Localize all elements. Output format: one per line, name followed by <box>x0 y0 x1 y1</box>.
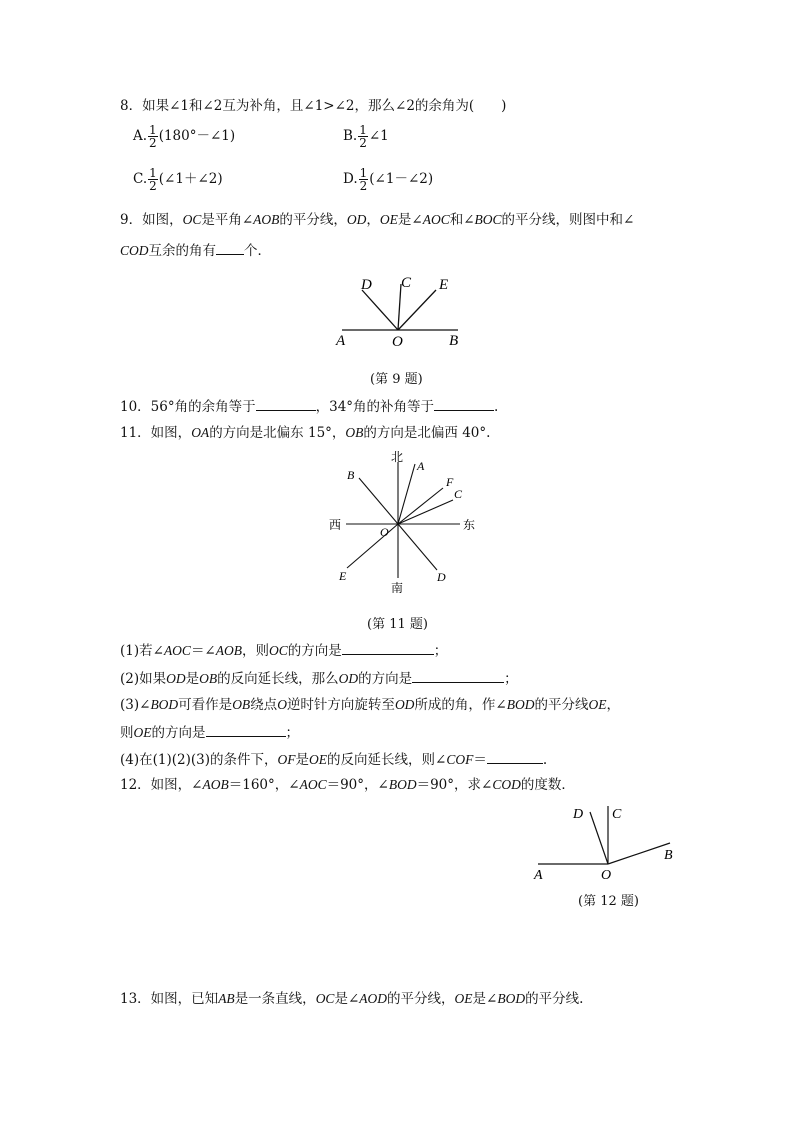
answer-blank[interactable] <box>434 396 494 411</box>
option-letter: C. <box>133 171 148 187</box>
option-expr: (∠1－∠2) <box>369 171 434 187</box>
q11-caption: (第 11 题) <box>367 617 428 632</box>
q12-figure <box>528 798 688 888</box>
option-expr: (∠1＋∠2) <box>158 171 223 187</box>
label-a: A <box>534 868 543 883</box>
q9-figure <box>330 272 470 352</box>
label-c: C <box>454 487 463 501</box>
fraction: $\frac{1}{2}$ <box>149 123 157 150</box>
label-b: B <box>347 468 355 482</box>
label-d: D <box>361 277 372 293</box>
q11-part1: (1)若∠AOC＝∠AOB，则OC的方向是 ； <box>120 640 447 660</box>
answer-blank[interactable] <box>412 668 504 683</box>
option-expr: (180°－∠1) <box>158 128 236 144</box>
q11-part4: (4)在(1)(2)(3)的条件下，OF是OE的反向延长线，则∠COF＝ . <box>120 749 547 769</box>
fraction: $\frac{1}{2}$ <box>149 166 157 193</box>
q11-part2: (2)如果OD是OB的反向延长线，那么OD的方向是 ； <box>120 668 518 688</box>
q12-caption: (第 12 题) <box>578 894 639 909</box>
answer-blank[interactable] <box>342 640 434 655</box>
answer-blank[interactable] <box>487 749 543 764</box>
label-e: E <box>339 569 347 583</box>
label-b: B <box>664 848 673 863</box>
label-o: O <box>392 334 403 350</box>
label-e: E <box>439 277 449 293</box>
q12-stem: 12．如图，∠AOB＝160°，∠AOC＝90°，∠BOD＝90°，求∠COD的度数． <box>120 777 575 793</box>
q11-part3-line1: (3)∠BOD可看作是OB绕点O逆时针方向旋转至OD所成的角，作∠BOD的平分线OE， <box>120 697 620 713</box>
q9-stem-line2: COD互余的角有 个． <box>120 240 271 260</box>
q8-option-b[interactable] <box>343 124 389 149</box>
q11-part3-line2: 则OE的方向是 ； <box>120 722 299 742</box>
option-letter: B. <box>343 128 358 144</box>
fraction: $\frac{1}{2}$ <box>359 166 368 193</box>
label-south: 南 <box>391 581 404 595</box>
answer-blank[interactable] <box>216 240 244 255</box>
answer-blank[interactable] <box>256 396 316 411</box>
label-d: D <box>437 570 446 584</box>
label-c: C <box>612 807 622 822</box>
label-o: O <box>380 525 389 539</box>
q13-stem: 13．如图，已知AB是一条直线，OC是∠AOD的平分线，OE是∠BOD的平分线. <box>120 991 584 1007</box>
q10-stem: 10．56°角的余角等于 ，34°角的补角等于 . <box>120 396 498 416</box>
option-letter: D. <box>343 171 358 187</box>
q8-option-a[interactable] <box>133 124 235 149</box>
label-o: O <box>601 868 612 883</box>
label-d: D <box>573 807 584 822</box>
option-letter: A. <box>133 128 148 144</box>
label-east: 东 <box>463 518 476 532</box>
q11-stem: 11．如图，OA的方向是北偏东 15°，OB的方向是北偏西 40°. <box>120 425 491 441</box>
label-a: A <box>417 459 425 473</box>
label-f: F <box>446 475 454 489</box>
q8-stem: 8．如果∠1和∠2互为补角，且∠1>∠2，那么∠2的余角为( ) <box>120 98 507 114</box>
label-a: A <box>336 333 346 349</box>
fraction: $\frac{1}{2}$ <box>359 123 367 150</box>
label-c: C <box>401 275 412 291</box>
label-west: 西 <box>329 518 342 532</box>
q11-figure <box>325 450 485 600</box>
label-b: B <box>449 333 459 349</box>
label-north: 北 <box>391 450 404 464</box>
q9-stem-line1: 9．如图，OC是平角∠AOB的平分线，OD，OE是∠AOC和∠BOC的平分线，则图中和∠ <box>120 212 635 228</box>
option-expr: ∠1 <box>368 128 389 144</box>
q8-option-c[interactable] <box>133 167 223 192</box>
answer-blank[interactable] <box>206 722 286 737</box>
q9-caption: (第 9 题) <box>370 372 423 387</box>
q8-option-d[interactable] <box>343 167 433 192</box>
